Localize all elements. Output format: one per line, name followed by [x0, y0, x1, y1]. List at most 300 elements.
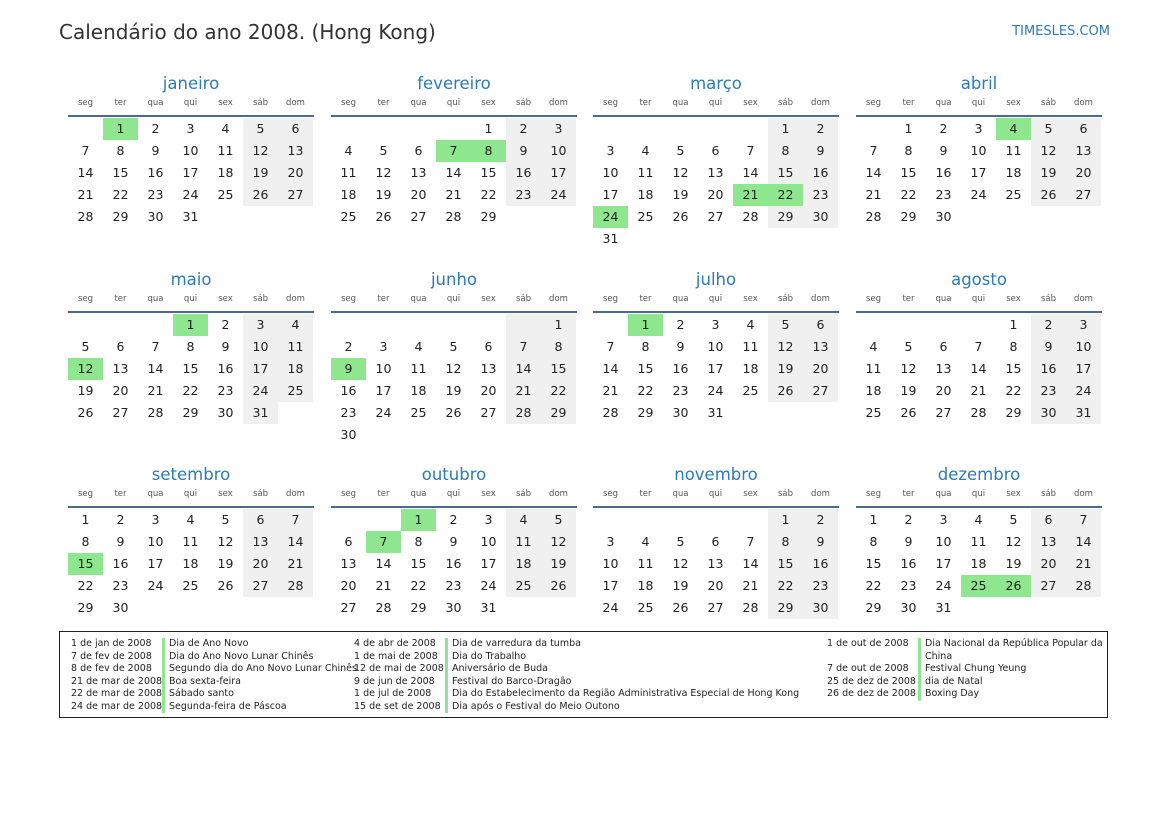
- day-cell: 6: [711, 534, 720, 549]
- empty-day-cell: [366, 118, 401, 140]
- legend-column: [71, 638, 357, 713]
- empty-day-cell: [366, 424, 401, 446]
- legend-holiday-name: Dia após o Festival do Meio Outono: [445, 701, 842, 714]
- day-cell: 22: [541, 380, 576, 402]
- weekday-label: sáb: [515, 489, 532, 499]
- empty-day-cell: [506, 314, 541, 336]
- empty-day-cell: [208, 206, 243, 228]
- day-cell: 7: [869, 143, 878, 158]
- day-cell: 15: [182, 361, 199, 376]
- day-cell: 24: [707, 383, 724, 398]
- day-cell: 9: [904, 534, 913, 549]
- weekday-label: sex: [1006, 98, 1021, 108]
- empty-day-cell: [471, 424, 506, 446]
- empty-day-cell: [628, 509, 663, 531]
- empty-day-cell: [173, 597, 208, 619]
- day-cell: 27: [707, 209, 724, 224]
- holiday-day-cell: 8: [471, 140, 506, 162]
- day-cell: 5: [1009, 512, 1018, 527]
- day-cell: 12: [375, 165, 392, 180]
- weekday-label: sex: [743, 294, 758, 304]
- weekday-label: ter: [902, 294, 915, 304]
- day-cell: 26: [900, 405, 917, 420]
- day-cell: 16: [900, 556, 917, 571]
- day-cell: 20: [803, 358, 838, 380]
- weekday-label: sáb: [515, 98, 532, 108]
- day-cell: 23: [445, 578, 462, 593]
- day-cell: 1: [904, 121, 913, 136]
- day-cell: 12: [445, 361, 462, 376]
- legend-entry: [354, 676, 842, 689]
- weekday-label: dom: [286, 489, 305, 499]
- day-cell: 14: [506, 358, 541, 380]
- month-name: fevereiro: [417, 74, 491, 93]
- day-cell: 9: [676, 339, 685, 354]
- empty-day-cell: [698, 228, 733, 250]
- weekday-label: seg: [340, 294, 357, 304]
- legend-holiday-name: Dia do Estabelecimento da Região Administrativa Especial de Hong Kong: [445, 688, 842, 701]
- day-cell: 2: [221, 317, 230, 332]
- weekday-label: qui: [183, 98, 198, 108]
- holiday-day-cell: 1: [173, 314, 208, 336]
- day-cell: 13: [243, 531, 278, 553]
- legend-entry: [827, 688, 1105, 701]
- empty-day-cell: [961, 314, 996, 336]
- day-cell: 4: [414, 339, 423, 354]
- weekday-label: sáb: [252, 294, 269, 304]
- day-cell: 18: [217, 165, 234, 180]
- day-cell: 20: [707, 187, 724, 202]
- empty-day-cell: [138, 597, 173, 619]
- legend-date: 21 de mar de 2008: [71, 675, 163, 687]
- day-cell: 4: [278, 314, 313, 336]
- empty-day-cell: [663, 228, 698, 250]
- empty-day-cell: [628, 228, 663, 250]
- legend-date: 26 de dez de 2008: [827, 688, 916, 699]
- day-cell: 17: [182, 165, 199, 180]
- day-cell: 18: [865, 383, 882, 398]
- weekday-header: [856, 486, 1102, 508]
- weekday-header: [593, 95, 839, 117]
- day-cell: 1: [81, 512, 90, 527]
- day-cell: 30: [445, 600, 462, 615]
- legend-holiday-name: Festival Chung Yeung: [918, 663, 1105, 676]
- day-cell: 29: [480, 209, 497, 224]
- day-cell: 11: [410, 361, 427, 376]
- day-cell: 12: [1031, 140, 1066, 162]
- day-cell: 17: [970, 165, 987, 180]
- day-cell: 31: [1066, 402, 1101, 424]
- weekday-header: [856, 291, 1102, 313]
- day-cell: 19: [900, 383, 917, 398]
- day-cell: 8: [641, 339, 650, 354]
- day-cell: 25: [410, 405, 427, 420]
- weekday-label: qua: [147, 294, 164, 304]
- day-cell: 21: [1066, 553, 1101, 575]
- day-cell: 30: [340, 427, 357, 442]
- day-cell: 13: [803, 336, 838, 358]
- day-cell: 31: [602, 231, 619, 246]
- weekday-label: qua: [147, 489, 164, 499]
- day-cell: 20: [1031, 553, 1066, 575]
- day-cell: 2: [116, 512, 125, 527]
- day-cell: 12: [217, 534, 234, 549]
- day-grid: [856, 118, 1102, 228]
- day-cell: 26: [243, 184, 278, 206]
- day-cell: 27: [1031, 575, 1066, 597]
- day-cell: 11: [278, 336, 313, 358]
- page-title: Calendário do ano 2008. (Hong Kong): [59, 20, 436, 44]
- legend-holiday-name: Dia do Trabalho: [445, 651, 842, 664]
- day-cell: 19: [1031, 162, 1066, 184]
- holiday-day-cell: 21: [733, 184, 768, 206]
- day-cell: 14: [445, 165, 462, 180]
- day-cell: 22: [77, 578, 94, 593]
- day-cell: 9: [1031, 336, 1066, 358]
- day-cell: 17: [707, 361, 724, 376]
- day-cell: 26: [541, 575, 576, 597]
- day-cell: 21: [77, 187, 94, 202]
- weekday-label: ter: [377, 98, 390, 108]
- day-cell: 13: [1031, 531, 1066, 553]
- day-cell: 8: [904, 143, 913, 158]
- empty-day-cell: [733, 228, 768, 250]
- day-cell: 29: [768, 597, 803, 619]
- day-cell: 22: [112, 187, 129, 202]
- day-cell: 15: [900, 165, 917, 180]
- site-link[interactable]: TIMESLES.COM: [1012, 24, 1110, 39]
- day-cell: 22: [900, 187, 917, 202]
- day-cell: 28: [278, 575, 313, 597]
- day-cell: 22: [768, 575, 803, 597]
- day-cell: 20: [480, 383, 497, 398]
- day-cell: 22: [410, 578, 427, 593]
- empty-day-cell: [1066, 597, 1101, 619]
- day-cell: 19: [445, 383, 462, 398]
- legend-holiday-name: Segundo dia do Ano Novo Lunar Chinês: [162, 663, 354, 676]
- day-grid: [856, 509, 1102, 619]
- day-cell: 30: [112, 600, 129, 615]
- empty-day-cell: [366, 314, 401, 336]
- day-cell: 27: [803, 380, 838, 402]
- day-cell: 17: [935, 556, 952, 571]
- empty-day-cell: [733, 509, 768, 531]
- month-name: novembro: [674, 465, 758, 484]
- legend-holiday-name: Segunda-feira de Páscoa: [162, 701, 354, 714]
- day-cell: 3: [379, 339, 388, 354]
- day-cell: 15: [112, 165, 129, 180]
- day-cell: 19: [541, 553, 576, 575]
- day-cell: 4: [344, 143, 353, 158]
- day-cell: 27: [112, 405, 129, 420]
- empty-day-cell: [541, 424, 576, 446]
- day-cell: 13: [1066, 140, 1101, 162]
- weekday-label: sáb: [1040, 294, 1057, 304]
- weekday-label: seg: [865, 489, 882, 499]
- empty-day-cell: [733, 118, 768, 140]
- day-cell: 26: [672, 209, 689, 224]
- legend-date: 1 de jan de 2008: [71, 638, 152, 649]
- day-cell: 5: [768, 314, 803, 336]
- day-cell: 23: [900, 578, 917, 593]
- day-cell: 5: [81, 339, 90, 354]
- empty-day-cell: [593, 509, 628, 531]
- empty-day-cell: [856, 118, 891, 140]
- weekday-label: seg: [77, 294, 94, 304]
- day-cell: 20: [707, 578, 724, 593]
- empty-day-cell: [506, 424, 541, 446]
- day-cell: 27: [707, 600, 724, 615]
- empty-day-cell: [331, 509, 366, 531]
- empty-day-cell: [961, 597, 996, 619]
- holiday-day-cell: 26: [996, 575, 1031, 597]
- day-cell: 10: [970, 143, 987, 158]
- empty-day-cell: [401, 424, 436, 446]
- empty-day-cell: [68, 314, 103, 336]
- holiday-day-cell: 1: [401, 509, 436, 531]
- day-cell: 7: [81, 143, 90, 158]
- weekday-label: qui: [446, 294, 461, 304]
- day-cell: 13: [707, 165, 724, 180]
- day-cell: 10: [243, 336, 278, 358]
- day-cell: 8: [768, 140, 803, 162]
- day-cell: 10: [935, 534, 952, 549]
- day-cell: 10: [541, 140, 576, 162]
- day-cell: 13: [278, 140, 313, 162]
- day-cell: 8: [1009, 339, 1018, 354]
- day-cell: 19: [77, 383, 94, 398]
- day-cell: 25: [637, 209, 654, 224]
- day-cell: 4: [221, 121, 230, 136]
- day-cell: 19: [1005, 556, 1022, 571]
- day-cell: 1: [869, 512, 878, 527]
- day-cell: 2: [1031, 314, 1066, 336]
- day-cell: 28: [742, 209, 759, 224]
- day-cell: 28: [1066, 575, 1101, 597]
- day-cell: 4: [641, 143, 650, 158]
- day-cell: 26: [217, 578, 234, 593]
- weekday-label: sex: [218, 294, 233, 304]
- legend-entry: [827, 638, 1105, 663]
- day-cell: 14: [865, 165, 882, 180]
- day-grid: [68, 314, 314, 424]
- weekday-label: sáb: [252, 98, 269, 108]
- weekday-header: [68, 291, 314, 313]
- empty-day-cell: [996, 206, 1031, 228]
- day-cell: 5: [379, 143, 388, 158]
- day-cell: 15: [541, 358, 576, 380]
- day-cell: 22: [182, 383, 199, 398]
- day-cell: 9: [221, 339, 230, 354]
- day-cell: 26: [375, 209, 392, 224]
- empty-day-cell: [471, 314, 506, 336]
- day-cell: 30: [803, 206, 838, 228]
- day-cell: 2: [676, 317, 685, 332]
- day-cell: 3: [151, 512, 160, 527]
- day-cell: 11: [637, 556, 654, 571]
- empty-day-cell: [331, 118, 366, 140]
- day-cell: 3: [1066, 314, 1101, 336]
- weekday-label: qui: [446, 489, 461, 499]
- day-cell: 13: [340, 556, 357, 571]
- holiday-day-cell: 22: [768, 184, 803, 206]
- day-cell: 28: [445, 209, 462, 224]
- day-cell: 14: [742, 165, 759, 180]
- weekday-label: sáb: [777, 294, 794, 304]
- day-cell: 7: [506, 336, 541, 358]
- day-cell: 11: [217, 143, 234, 158]
- weekday-label: qua: [672, 294, 689, 304]
- legend-entry: [71, 663, 357, 676]
- day-grid: [593, 314, 839, 424]
- legend-entry: [71, 676, 354, 689]
- empty-day-cell: [593, 118, 628, 140]
- day-cell: 16: [445, 556, 462, 571]
- day-cell: 26: [77, 405, 94, 420]
- day-cell: 18: [970, 556, 987, 571]
- day-cell: 17: [1066, 358, 1101, 380]
- day-cell: 27: [410, 209, 427, 224]
- legend-entry: [354, 701, 842, 714]
- day-cell: 7: [606, 339, 615, 354]
- day-cell: 27: [1066, 184, 1101, 206]
- month-calendar: [331, 269, 577, 446]
- legend-entry: [354, 688, 842, 701]
- day-cell: 29: [768, 206, 803, 228]
- legend-entry: [827, 663, 1105, 676]
- day-cell: 6: [414, 143, 423, 158]
- weekday-label: qua: [410, 489, 427, 499]
- weekday-label: qua: [935, 98, 952, 108]
- weekday-label: sex: [743, 489, 758, 499]
- weekday-header: [593, 486, 839, 508]
- weekday-label: sex: [743, 98, 758, 108]
- empty-day-cell: [1031, 206, 1066, 228]
- legend-column: [354, 638, 842, 713]
- legend-date: 9 de jun de 2008: [354, 675, 435, 687]
- empty-day-cell: [541, 206, 576, 228]
- day-cell: 16: [935, 165, 952, 180]
- weekday-label: seg: [602, 98, 619, 108]
- day-cell: 8: [186, 339, 195, 354]
- legend-entry: [354, 651, 842, 664]
- day-cell: 25: [742, 383, 759, 398]
- day-cell: 21: [865, 187, 882, 202]
- month-calendar: [593, 73, 839, 250]
- day-cell: 1: [541, 314, 576, 336]
- empty-day-cell: [803, 402, 838, 424]
- day-cell: 13: [707, 556, 724, 571]
- empty-day-cell: [663, 118, 698, 140]
- day-cell: 16: [147, 165, 164, 180]
- day-cell: 4: [974, 512, 983, 527]
- day-cell: 1: [484, 121, 493, 136]
- holiday-day-cell: 12: [68, 358, 103, 380]
- empty-day-cell: [593, 314, 628, 336]
- holiday-day-cell: 4: [996, 118, 1031, 140]
- day-cell: 20: [278, 162, 313, 184]
- day-cell: 23: [112, 578, 129, 593]
- day-cell: 21: [742, 578, 759, 593]
- weekday-label: sex: [1006, 294, 1021, 304]
- day-cell: 15: [410, 556, 427, 571]
- day-cell: 19: [672, 578, 689, 593]
- empty-day-cell: [401, 118, 436, 140]
- day-cell: 2: [803, 118, 838, 140]
- day-cell: 22: [865, 578, 882, 593]
- legend-holiday-name: Aniversário de Buda: [445, 663, 842, 676]
- day-cell: 6: [939, 339, 948, 354]
- month-calendar: [593, 464, 839, 619]
- weekday-label: ter: [114, 98, 127, 108]
- day-cell: 8: [414, 534, 423, 549]
- empty-day-cell: [436, 118, 471, 140]
- weekday-label: ter: [902, 489, 915, 499]
- weekday-label: seg: [340, 489, 357, 499]
- weekday-label: seg: [865, 294, 882, 304]
- empty-day-cell: [68, 118, 103, 140]
- day-cell: 31: [480, 600, 497, 615]
- weekday-label: sáb: [777, 98, 794, 108]
- legend-date: 7 de fev de 2008: [71, 650, 152, 662]
- day-cell: 10: [375, 361, 392, 376]
- day-cell: 18: [340, 187, 357, 202]
- day-cell: 21: [147, 383, 164, 398]
- day-cell: 21: [375, 578, 392, 593]
- holiday-legend: [59, 631, 1108, 718]
- day-cell: 8: [869, 534, 878, 549]
- day-cell: 7: [1066, 509, 1101, 531]
- day-cell: 8: [768, 531, 803, 553]
- day-cell: 29: [182, 405, 199, 420]
- day-cell: 5: [904, 339, 913, 354]
- day-cell: 31: [182, 209, 199, 224]
- weekday-label: dom: [1074, 294, 1093, 304]
- day-cell: 2: [506, 118, 541, 140]
- day-cell: 21: [445, 187, 462, 202]
- day-cell: 5: [243, 118, 278, 140]
- weekday-label: qua: [147, 98, 164, 108]
- day-cell: 6: [116, 339, 125, 354]
- day-cell: 23: [147, 187, 164, 202]
- day-cell: 2: [803, 509, 838, 531]
- day-cell: 6: [1066, 118, 1101, 140]
- day-cell: 19: [672, 187, 689, 202]
- day-cell: 10: [147, 534, 164, 549]
- empty-day-cell: [278, 402, 313, 424]
- weekday-label: sex: [481, 294, 496, 304]
- weekday-header: [68, 95, 314, 117]
- day-cell: 11: [1005, 143, 1022, 158]
- day-cell: 28: [375, 600, 392, 615]
- day-cell: 4: [746, 317, 755, 332]
- day-cell: 3: [484, 512, 493, 527]
- day-cell: 10: [1066, 336, 1101, 358]
- day-cell: 12: [768, 336, 803, 358]
- empty-day-cell: [663, 509, 698, 531]
- day-cell: 26: [672, 600, 689, 615]
- legend-holiday-name: Festival do Barco-Dragão: [445, 676, 842, 689]
- weekday-label: ter: [114, 294, 127, 304]
- day-cell: 24: [970, 187, 987, 202]
- day-cell: 8: [541, 336, 576, 358]
- day-cell: 15: [768, 553, 803, 575]
- day-cell: 15: [1005, 361, 1022, 376]
- day-cell: 14: [278, 531, 313, 553]
- day-cell: 27: [340, 600, 357, 615]
- day-cell: 20: [410, 187, 427, 202]
- day-cell: 3: [711, 317, 720, 332]
